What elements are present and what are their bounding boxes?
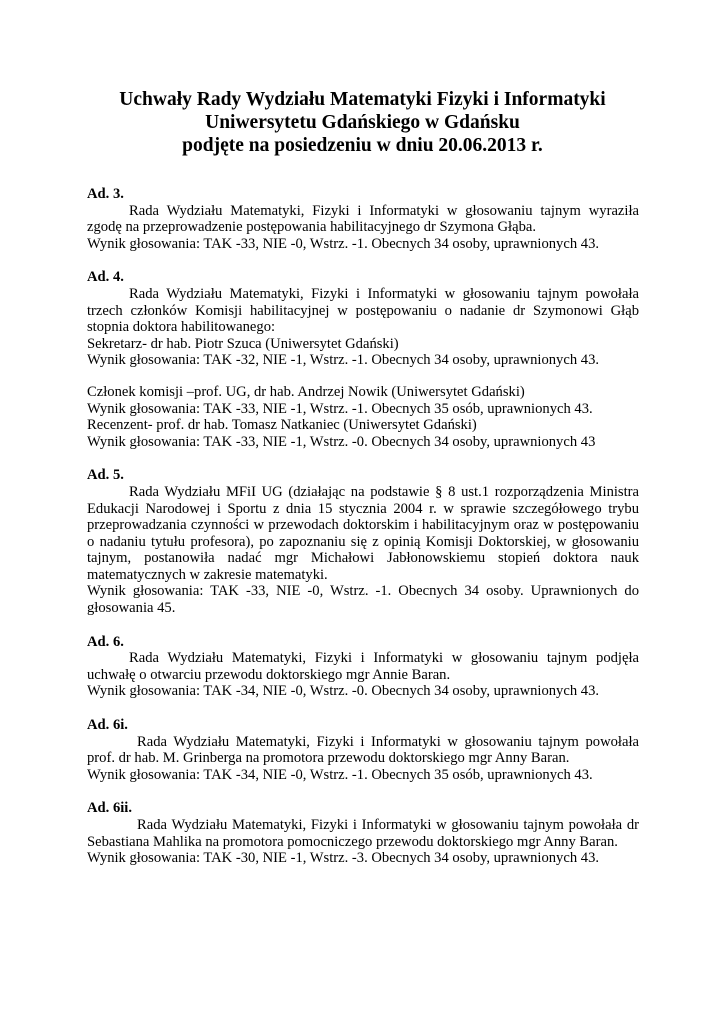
section-ad5 xyxy=(87,467,639,616)
spacer xyxy=(87,252,639,269)
resolution-text: Rada Wydziału Matematyki, Fizyki i Informatyki w głosowaniu tajnym powołała prof. dr hab. M. Grinberga na promotora przewodu doktorskiego mgr Anny Baran. xyxy=(87,733,639,767)
spacer xyxy=(87,369,639,384)
resolution-text: Rada Wydziału Matematyki, Fizyki i Informatyki w głosowaniu tajnym wyraziła zgodę na przeprowadzenie postępowania habilitacyjnego dr Szymona Głąba. xyxy=(87,202,639,236)
section-heading: Ad. 6. xyxy=(87,633,124,650)
vote-result: Wynik głosowania: TAK -33, NIE -1, Wstrz. -0. Obecnych 34 osoby, uprawnionych 43 xyxy=(87,433,596,450)
spacer xyxy=(87,617,639,634)
vote-result: Wynik głosowania: TAK -33, NIE -0, Wstrz. -1. Obecnych 34 osoby. Uprawnionych do głosowania 45. xyxy=(87,583,639,617)
vote-result: Wynik głosowania: TAK -30, NIE -1, Wstrz. -3. Obecnych 34 osoby, uprawnionych 43. xyxy=(87,850,600,867)
section-heading: Ad. 3. xyxy=(87,186,124,202)
vote-result: Wynik głosowania: TAK -33, NIE -0, Wstrz. -1. Obecnych 34 osoby, uprawnionych 43. xyxy=(87,235,600,252)
vote-result: Wynik głosowania: TAK -32, NIE -1, Wstrz. -1. Obecnych 34 osoby, uprawnionych 43. xyxy=(87,352,600,369)
resolution-text: Rada Wydziału Matematyki, Fizyki i Informatyki w głosowaniu tajnym powołała trzech członków Komisji habilitacyjnej w postępowaniu o nadanie dr Szymonowi Głąb stopnia doktora habilitowanego: xyxy=(87,285,639,336)
reviewer-line: Recenzent- prof. dr hab. Tomasz Natkaniec (Uniwersytet Gdański) xyxy=(87,417,477,434)
secretary-line: Sekretarz- dr hab. Piotr Szuca (Uniwersytet Gdański) xyxy=(87,335,399,352)
vote-result: Wynik głosowania: TAK -33, NIE -1, Wstrz. -1. Obecnych 35 osób, uprawnionych 43. xyxy=(87,400,593,417)
resolution-text: Rada Wydziału Matematyki, Fizyki i Informatyki w głosowaniu tajnym podjęła uchwałę o otwarciu przewodu doktorskiego mgr Annie Baran. xyxy=(87,650,639,683)
title-line-2: Uniwersytetu Gdańskiego w Gdańsku xyxy=(205,112,520,133)
section-heading: Ad. 6ii. xyxy=(87,800,133,817)
document-title xyxy=(0,88,725,157)
section-heading: Ad. 4. xyxy=(87,269,124,286)
resolution-text: Rada Wydziału Matematyki, Fizyki i Informatyki w głosowaniu tajnym powołała dr Sebastiana Mahlika na promotora pomocniczego przewodu doktorskiego mgr Anny Baran. xyxy=(87,817,639,850)
spacer xyxy=(87,783,639,800)
section-ad6 xyxy=(87,634,639,700)
spacer xyxy=(87,700,639,717)
section-heading: Ad. 6i. xyxy=(87,717,128,734)
section-ad6i xyxy=(87,717,639,783)
section-ad3 xyxy=(87,186,639,252)
section-ad6ii xyxy=(87,800,639,866)
vote-result: Wynik głosowania: TAK -34, NIE -0, Wstrz. -1. Obecnych 35 osób, uprawnionych 43. xyxy=(87,766,593,783)
title-line-1: Uchwały Rady Wydziału Matematyki Fizyki i Informatyki xyxy=(119,89,606,110)
resolution-text: Rada Wydziału MFiI UG (działając na podstawie § 8 ust.1 rozporządzenia Ministra Edukacji Narodowej i Sportu z dnia 15 stycznia 2004 r. w sprawie szczegółowego trybu przeprowadzania czynności w przewodach doktorskim i habilitacyjnym oraz w postępowaniu o nadaniu tytułu profesora), po zapoznaniu się z opinią Komisji Doktorskiej, w głosowaniu tajnym, postanowiła nadać mgr Michałowi Jabłonowskiemu stopień doktora nauk matematycznych w zakresie matematyki. xyxy=(87,483,639,583)
section-heading: Ad. 5. xyxy=(87,467,124,484)
vote-result: Wynik głosowania: TAK -34, NIE -0, Wstrz. -0. Obecnych 34 osoby, uprawnionych 43. xyxy=(87,683,600,700)
section-ad4 xyxy=(87,269,639,450)
spacer xyxy=(87,450,639,467)
document-body xyxy=(87,186,639,867)
title-line-3: podjęte na posiedzeniu w dniu 20.06.2013 r. xyxy=(182,135,543,156)
member-line: Członek komisji –prof. UG, dr hab. Andrzej Nowik (Uniwersytet Gdański) xyxy=(87,383,525,400)
